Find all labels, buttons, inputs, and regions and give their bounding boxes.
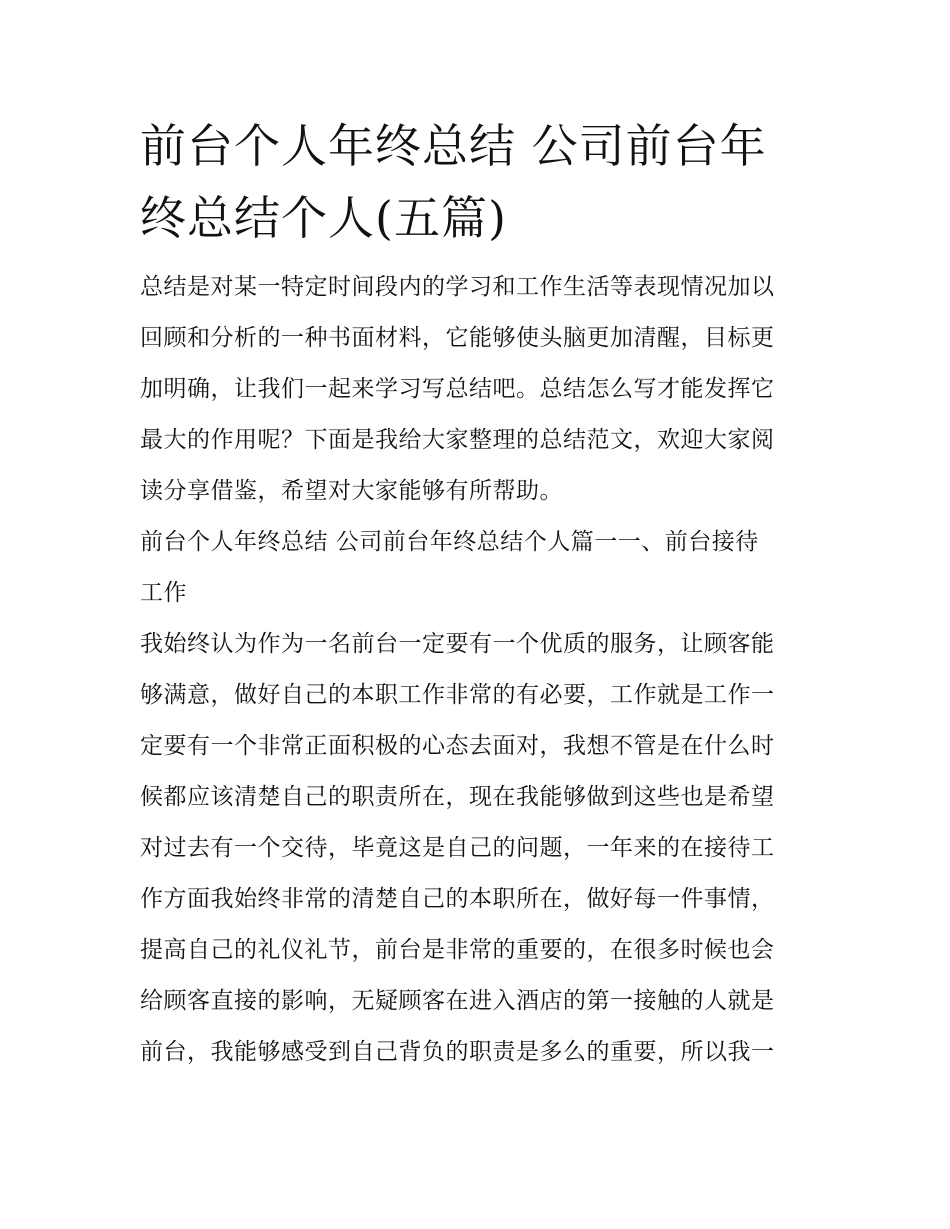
text-line: 定要有一个非常正面积极的心态去面对，我想不管是在什么时: [140, 733, 775, 759]
text-line: 候都应该清楚自己的职责所在，现在我能够做到这些也是希望: [140, 784, 775, 810]
document-title: [140, 110, 812, 254]
text-line: 前台，我能够感受到自己背负的职责是多么的重要，所以我一: [140, 1039, 775, 1065]
text-line: 回顾和分析的一种书面材料，它能够使头脑更加清醒，目标更: [140, 325, 775, 351]
text-line: 够满意，做好自己的本职工作非常的有必要，工作就是工作一: [140, 682, 775, 708]
text-line: 我始终认为作为一名前台一定要有一个优质的服务，让顾客能: [140, 631, 775, 657]
text-line: 加明确，让我们一起来学习写总结吧。总结怎么写才能发挥它: [140, 376, 775, 402]
text-line: 对过去有一个交待，毕竟这是自己的问题，一年来的在接待工: [140, 835, 775, 861]
text-line: 最大的作用呢？下面是我给大家整理的总结范文，欢迎大家阅: [140, 427, 775, 453]
text-line: 给顾客直接的影响，无疑顾客在进入酒店的第一接触的人就是: [140, 988, 775, 1014]
text-line: 工作: [140, 580, 187, 606]
text-line: 作方面我始终非常的清楚自己的本职所在，做好每一件事情，: [140, 886, 775, 912]
intro-paragraph: [140, 262, 812, 517]
document-page: [140, 110, 812, 1078]
text-line: 读分享借鉴，希望对大家能够有所帮助。: [140, 478, 563, 504]
title-line: 前台个人年终总结 公司前台年: [140, 119, 767, 173]
body-paragraph: [140, 619, 812, 1078]
text-line: 总结是对某一特定时间段内的学习和工作生活等表现情况加以: [140, 274, 775, 300]
section-heading: [140, 517, 812, 619]
text-line: 提高自己的礼仪礼节，前台是非常的重要的，在很多时候也会: [140, 937, 775, 963]
title-line: 终总结个人(五篇): [140, 191, 507, 245]
text-line: 前台个人年终总结 公司前台年终总结个人篇一一、前台接待: [140, 529, 759, 555]
